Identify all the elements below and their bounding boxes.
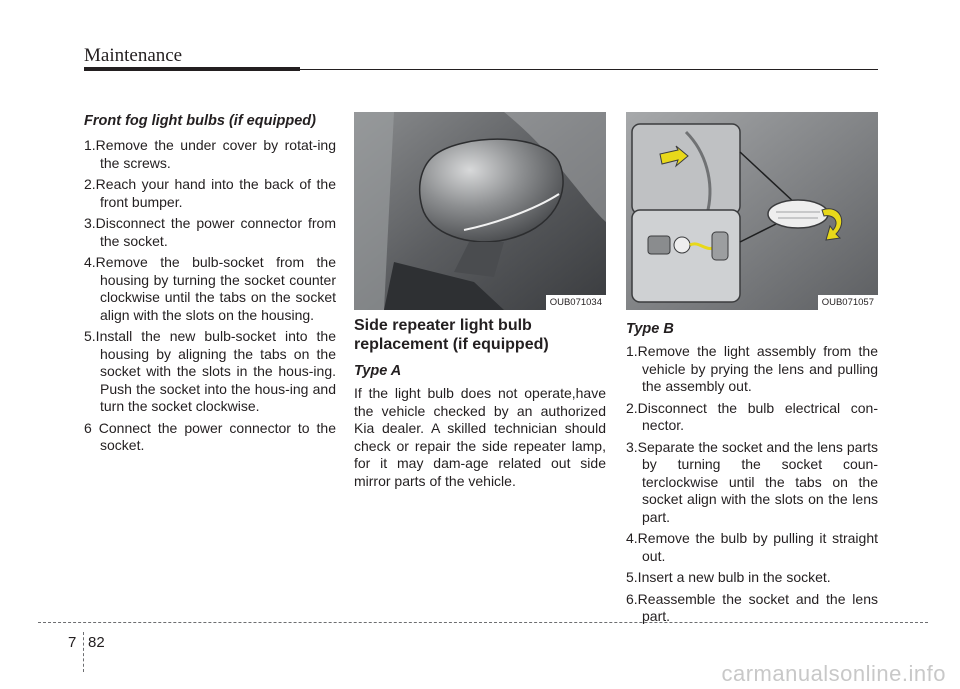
step-item: 5.Install the new bulb-socket into the housing by aligning the tabs on the socket with the slots in the hous-ing. Push the socket into the hous-ing and turn the socket clockwise. xyxy=(84,328,336,414)
step-item: 3.Separate the socket and the lens parts by turning the socket coun-terclockwise until the tabs on the socket align with the slots on the lens part. xyxy=(626,438,878,525)
footer-divider xyxy=(83,632,84,672)
right-column xyxy=(626,112,878,630)
left-column xyxy=(84,112,336,459)
step-item: 4.Remove the bulb by pulling it straight out. xyxy=(626,530,878,564)
header-rule xyxy=(300,69,878,70)
section-title: Side repeater light bulb replacement (if equipped) xyxy=(354,317,549,353)
step-item: 6.Reassemble the socket and the lens part. xyxy=(626,590,878,624)
step-item: 2.Disconnect the bulb electrical con-nector. xyxy=(626,399,878,433)
type-a-paragraph: If the light bulb does not operate,have the vehicle checked by an authorized Kia dealer. A skilled technician should check or repair the side repeater lamp, for it may dam-age related out side mirror parts of the vehicle. xyxy=(354,385,606,489)
step-item: 1.Remove the under cover by rotat-ing the screws. xyxy=(84,137,336,171)
step-item: 2.Reach your hand into the back of the front bumper. xyxy=(84,176,336,210)
fog-light-subhead: Front fog light bulbs (if equipped) xyxy=(84,113,316,129)
page-header-title: Maintenance xyxy=(84,45,183,66)
side-mirror-illustration xyxy=(354,112,606,310)
side-mirror-figure xyxy=(354,112,606,310)
middle-column xyxy=(354,112,606,490)
repeater-lamp-figure xyxy=(626,112,878,310)
figure-code: OUB071034 xyxy=(546,295,606,310)
chapter-number: 7 xyxy=(68,634,77,651)
step-item: 5.Insert a new bulb in the socket. xyxy=(626,569,831,585)
step-item: 1.Remove the light assembly from the vehicle by prying the lens and pulling the assembly out. xyxy=(626,343,878,394)
step-item: 4.Remove the bulb-socket from the housing by turning the socket counter clockwise until the tabs on the socket align with the slots on the housing. xyxy=(84,254,336,323)
type-b-steps xyxy=(626,343,878,626)
fog-light-steps xyxy=(84,137,336,455)
step-item: 6 Connect the power connector to the socket. xyxy=(84,419,336,453)
type-a-subhead: Type A xyxy=(354,363,402,379)
watermark[interactable]: carmanualsonline.info xyxy=(721,661,946,686)
type-b-subhead: Type B xyxy=(626,321,674,337)
footer-rule xyxy=(38,622,928,623)
figure-code: OUB071057 xyxy=(818,295,878,310)
page-number: 82 xyxy=(88,634,105,651)
header-bar xyxy=(84,67,300,71)
step-item: 3.Disconnect the power connector from the socket. xyxy=(84,215,336,249)
repeater-lamp-illustration xyxy=(626,112,878,310)
